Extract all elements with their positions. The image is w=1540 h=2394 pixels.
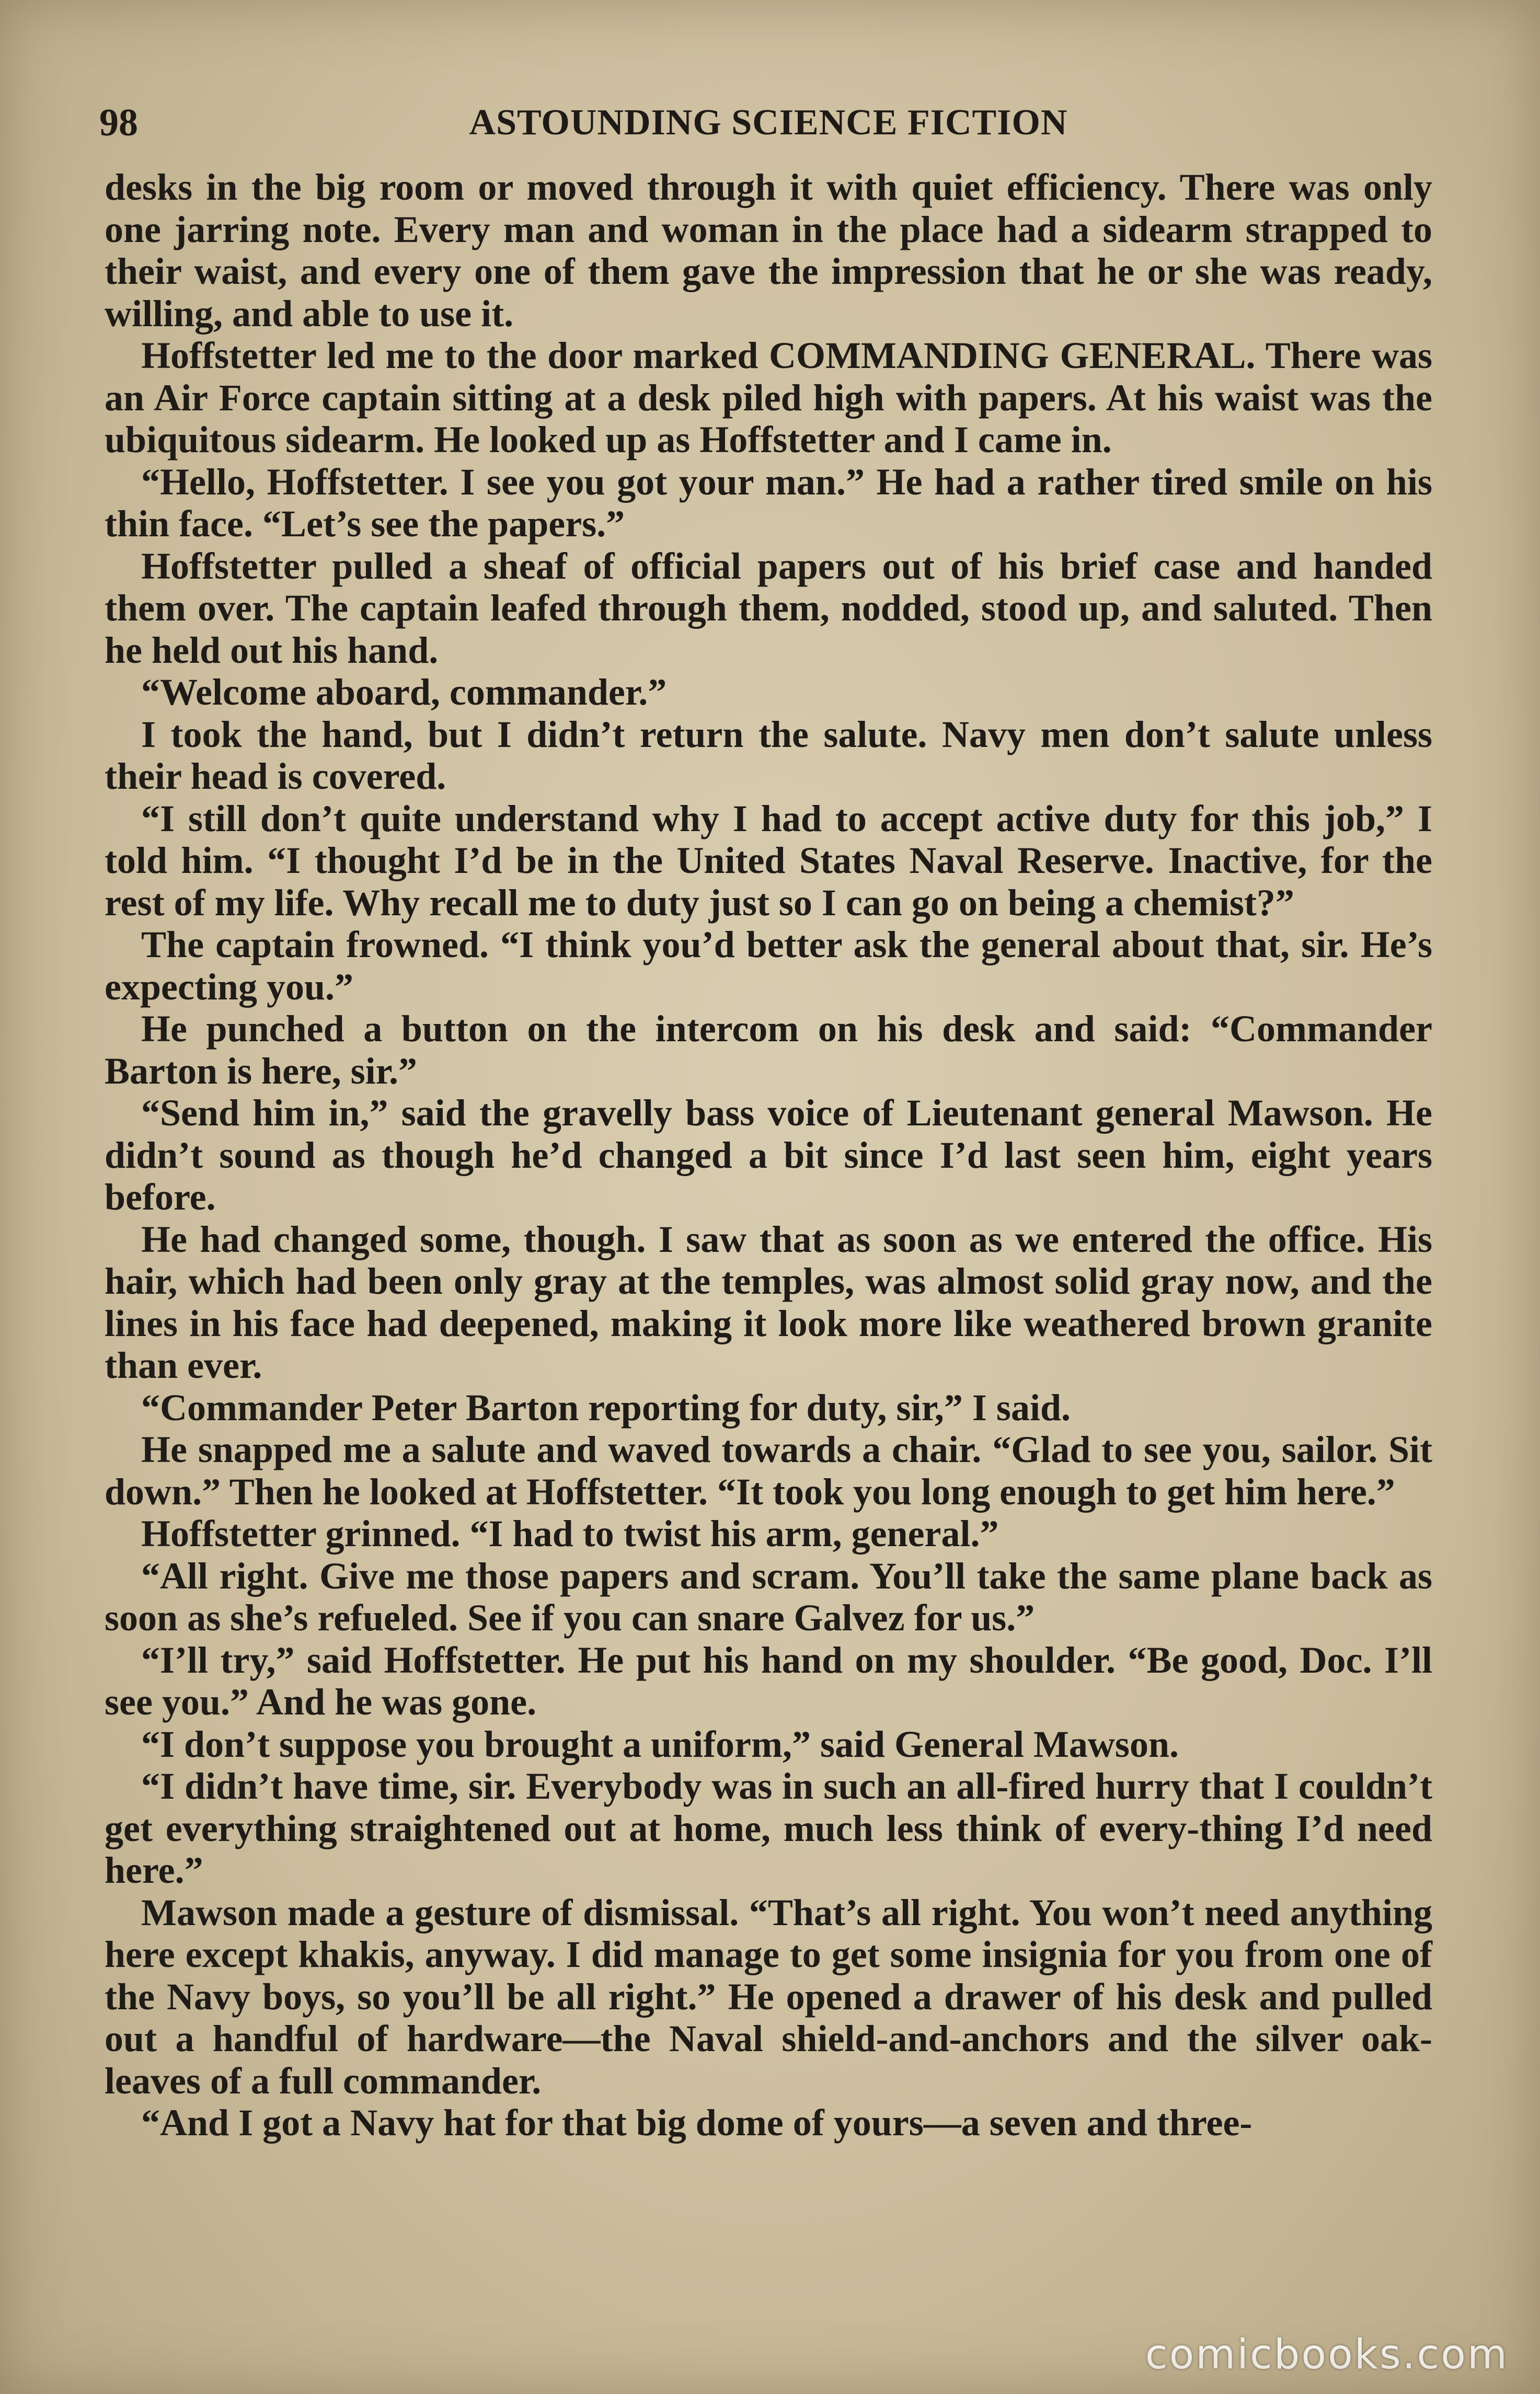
paragraph: The captain frowned. “I think you’d better ask the general about that, sir. He’s expecting you.” [105,924,1432,1008]
paragraph: “I don’t suppose you brought a uniform,” said General Mawson. [141,1723,1179,1765]
paragraph: He punched a button on the intercom on his desk and said: “Commander Barton is here, sir.” [105,1008,1432,1092]
paragraph: “I still don’t quite understand why I had to accept active duty for this job,” I told him. “I thought I’d be in the United States Naval Reserve. Inactive, for the rest of my life. Why recall me to duty just so I can go on being a chemist?” [105,797,1432,924]
running-title: ASTOUNDING SCIENCE FICTION [469,102,1068,143]
paragraph: “Send him in,” said the gravelly bass voice of Lieutenant general Mawson. He didn’t sound as though he’d changed a bit since I’d last seen him, eight years before. [105,1092,1432,1218]
paragraph: “Hello, Hoffstetter. I see you got your man.” He had a rather tired smile on his thin face. “Let’s see the papers.” [105,461,1432,545]
paragraph: “All right. Give me those papers and scram. You’ll take the same plane back as soon as she’s refueled. See if you can snare Galvez for us.” [105,1555,1432,1639]
paragraph: “Commander Peter Barton reporting for duty, sir,” I said. [141,1386,1071,1429]
watermark: comicbooks.com [1145,2331,1509,2378]
body-text [105,166,1432,2144]
paragraph: “I didn’t have time, sir. Everybody was in such an all-fired hurry that I couldn’t get everything straightened out at home, much less think of every-thing I’d need here.” [105,1765,1432,1891]
paragraph: He had changed some, though. I saw that as soon as we entered the office. His hair, which had been only gray at the temples, was almost solid gray now, and the lines in his face had deepened, making it look more like weathered brown granite than ever. [105,1218,1432,1386]
paragraph: Hoffstetter led me to the door marked COMMANDING GENERAL. There was an Air Force captain sitting at a desk piled high with papers. At his waist was the ubiquitous sidearm. He looked up as Hoffstetter and I came in. [105,335,1432,461]
paragraph: “Welcome aboard, commander.” [141,671,667,713]
page-header [99,94,1438,152]
paragraph: Mawson made a gesture of dismissal. “That’s all right. You won’t need anything here except khakis, anyway. I did manage to get some insignia for you from one of the Navy boys, so you’ll be all right.” He opened a drawer of his desk and pulled out a handful of hardware—the Naval shield-and-anchors and the silver oak-leaves of a full commander. [105,1891,1432,2102]
paragraph: He snapped me a salute and waved towards a chair. “Glad to see you, sailor. Sit down.” Then he looked at Hoffstetter. “It took you long enough to get him here.” [105,1429,1432,1513]
paragraph: I took the hand, but I didn’t return the salute. Navy men don’t salute unless their head is covered. [105,713,1432,797]
paragraph: Hoffstetter pulled a sheaf of official papers out of his brief case and handed them over. The captain leafed through them, nodded, stood up, and saluted. Then he held out his hand. [105,545,1432,671]
paragraph: desks in the big room or moved through it with quiet efficiency. There was only one jarring note. Every man and woman in the place had a sidearm strapped to their waist, and every one of them gave the impression that he or she was ready, willing, and able to use it. [105,166,1432,335]
paragraph: “I’ll try,” said Hoffstetter. He put his hand on my shoulder. “Be good, Doc. I’ll see you.” And he was gone. [105,1639,1432,1723]
paragraph: Hoffstetter grinned. “I had to twist his arm, general.” [141,1513,999,1555]
page-number: 98 [99,101,138,144]
paragraph: “And I got a Navy hat for that big dome of yours—a seven and three- [141,2102,1252,2144]
